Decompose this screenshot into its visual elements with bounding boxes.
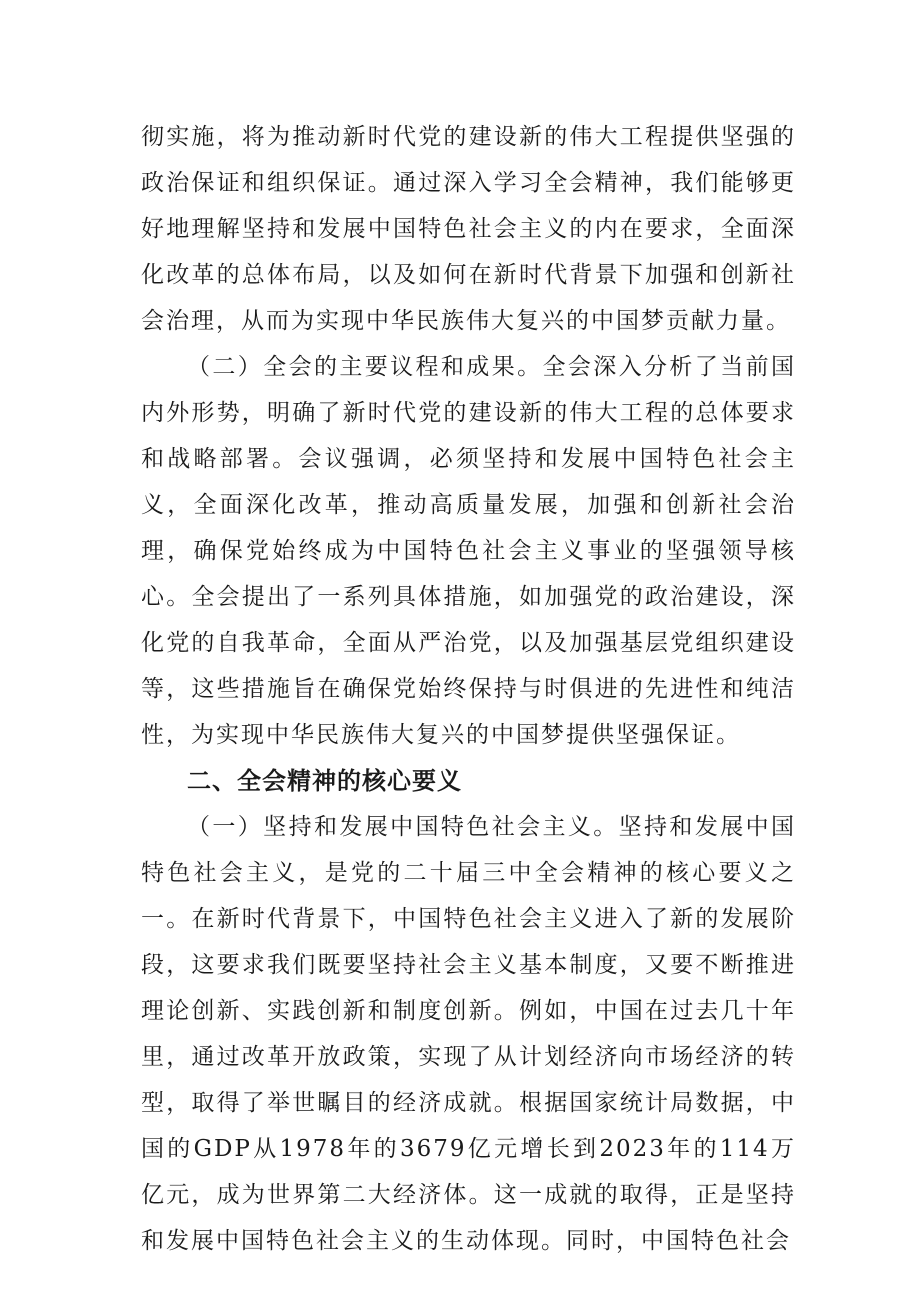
body-paragraph-continued: 彻实施，将为推动新时代党的建设新的伟大工程提供坚强的政治保证和组织保证。通过深入学习全会精神，我们能够更好地理解坚持和发展中国特色社会主义的内在要求，全面深化改革的总体布局，以及如何在新时代背景下加强和创新社会治理，从而为实现中华民族伟大复兴的中国梦贡献力量。	[141, 124, 796, 334]
document-body	[141, 114, 796, 1264]
body-paragraph-agenda: （二）全会的主要议程和成果。全会深入分析了当前国内外形势，明确了新时代党的建设新的伟大工程的总体要求和战略部署。会议强调，必须坚持和发展中国特色社会主义，全面深化改革，推动高质量发展，加强和创新社会治理，确保党始终成为中国特色社会主义事业的坚强领导核心。全会提出了一系列具体措施，如加强党的政治建设，深化党的自我革命，全面从严治党，以及加强基层党组织建设等，这些措施旨在确保党始终保持与时俱进的先进性和纯洁性，为实现中华民族伟大复兴的中国梦提供坚强保证。	[141, 354, 796, 748]
body-paragraph-socialism: （一）坚持和发展中国特色社会主义。坚持和发展中国特色社会主义，是党的二十届三中全会精神的核心要义之一。在新时代背景下，中国特色社会主义进入了新的发展阶段，这要求我们既要坚持社会主义基本制度，又要不断推进理论创新、实践创新和制度创新。例如，中国在过去几十年里，通过改革开放政策，实现了从计划经济向市场经济的转型，取得了举世瞩目的经济成就。根据国家统计局数据，中国的GDP从1978年的3679亿元增长到2023年的114万亿元，成为世界第二大经济体。这一成就的取得，正是坚持和发展中国特色社会主义的生动体现。同时，中国特色社会	[141, 814, 796, 1254]
section-heading: 二、全会精神的核心要义	[187, 767, 462, 795]
